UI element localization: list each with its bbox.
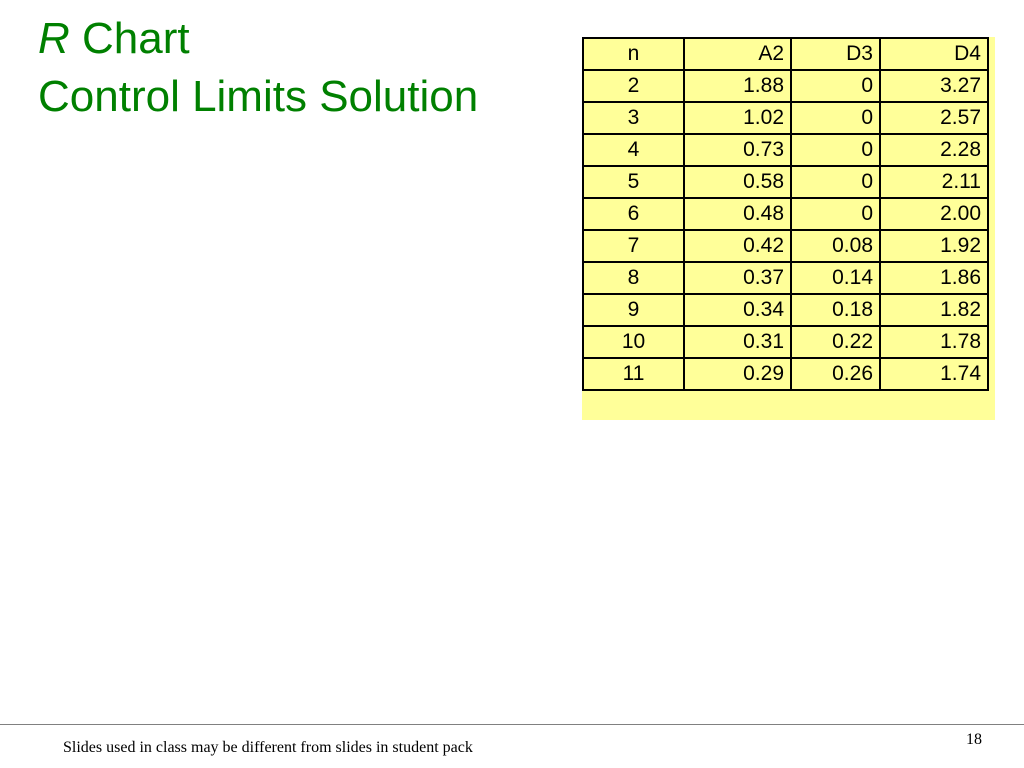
cell-d3: 0.26 (791, 358, 880, 390)
cell-a2: 1.88 (684, 70, 791, 102)
cell-a2: 0.31 (684, 326, 791, 358)
cell-d3: 0.14 (791, 262, 880, 294)
footer-divider (0, 724, 1024, 725)
cell-d3: 0 (791, 166, 880, 198)
cell-d3: 0.08 (791, 230, 880, 262)
table-header-row (583, 38, 988, 70)
cell-a2: 0.34 (684, 294, 791, 326)
cell-n: 9 (583, 294, 684, 326)
cell-d3: 0 (791, 134, 880, 166)
table-row (583, 198, 988, 230)
cell-n: 2 (583, 70, 684, 102)
table-row (583, 70, 988, 102)
cell-d4: 2.11 (880, 166, 988, 198)
cell-d3: 0.18 (791, 294, 880, 326)
table-row (583, 294, 988, 326)
title-line-1 (38, 14, 190, 63)
header-cell-n: n (583, 38, 684, 70)
cell-n: 5 (583, 166, 684, 198)
cell-d4: 1.74 (880, 358, 988, 390)
cell-n: 4 (583, 134, 684, 166)
cell-n: 6 (583, 198, 684, 230)
cell-n: 10 (583, 326, 684, 358)
table-row (583, 358, 988, 390)
cell-n: 7 (583, 230, 684, 262)
title-r-letter: R (38, 14, 70, 63)
footer-note: Slides used in class may be different from slides in student pack (63, 739, 473, 756)
cell-d4: 1.86 (880, 262, 988, 294)
control-chart-factors-table (582, 37, 989, 391)
cell-d3: 0 (791, 70, 880, 102)
cell-a2: 0.42 (684, 230, 791, 262)
table-row (583, 134, 988, 166)
cell-a2: 1.02 (684, 102, 791, 134)
slide-title (38, 10, 478, 126)
cell-a2: 0.48 (684, 198, 791, 230)
title-chart-word: Chart (69, 14, 190, 63)
cell-d4: 1.82 (880, 294, 988, 326)
cell-d4: 2.28 (880, 134, 988, 166)
cell-a2: 0.73 (684, 134, 791, 166)
cell-a2: 0.37 (684, 262, 791, 294)
cell-d4: 2.57 (880, 102, 988, 134)
cell-d4: 1.78 (880, 326, 988, 358)
cell-d4: 1.92 (880, 230, 988, 262)
cell-d3: 0 (791, 198, 880, 230)
cell-a2: 0.58 (684, 166, 791, 198)
page-number: 18 (966, 731, 982, 748)
cell-n: 11 (583, 358, 684, 390)
cell-n: 8 (583, 262, 684, 294)
cell-n: 3 (583, 102, 684, 134)
cell-d3: 0 (791, 102, 880, 134)
cell-d3: 0.22 (791, 326, 880, 358)
table-row (583, 326, 988, 358)
table-row (583, 262, 988, 294)
cell-a2: 0.29 (684, 358, 791, 390)
table-row (583, 102, 988, 134)
cell-d4: 2.00 (880, 198, 988, 230)
header-cell-d4: D4 (880, 38, 988, 70)
control-chart-factors-panel (582, 37, 995, 420)
header-cell-d3: D3 (791, 38, 880, 70)
cell-d4: 3.27 (880, 70, 988, 102)
table-row (583, 166, 988, 198)
table-row (583, 230, 988, 262)
header-cell-a2: A2 (684, 38, 791, 70)
title-line-2: Control Limits Solution (38, 72, 479, 121)
